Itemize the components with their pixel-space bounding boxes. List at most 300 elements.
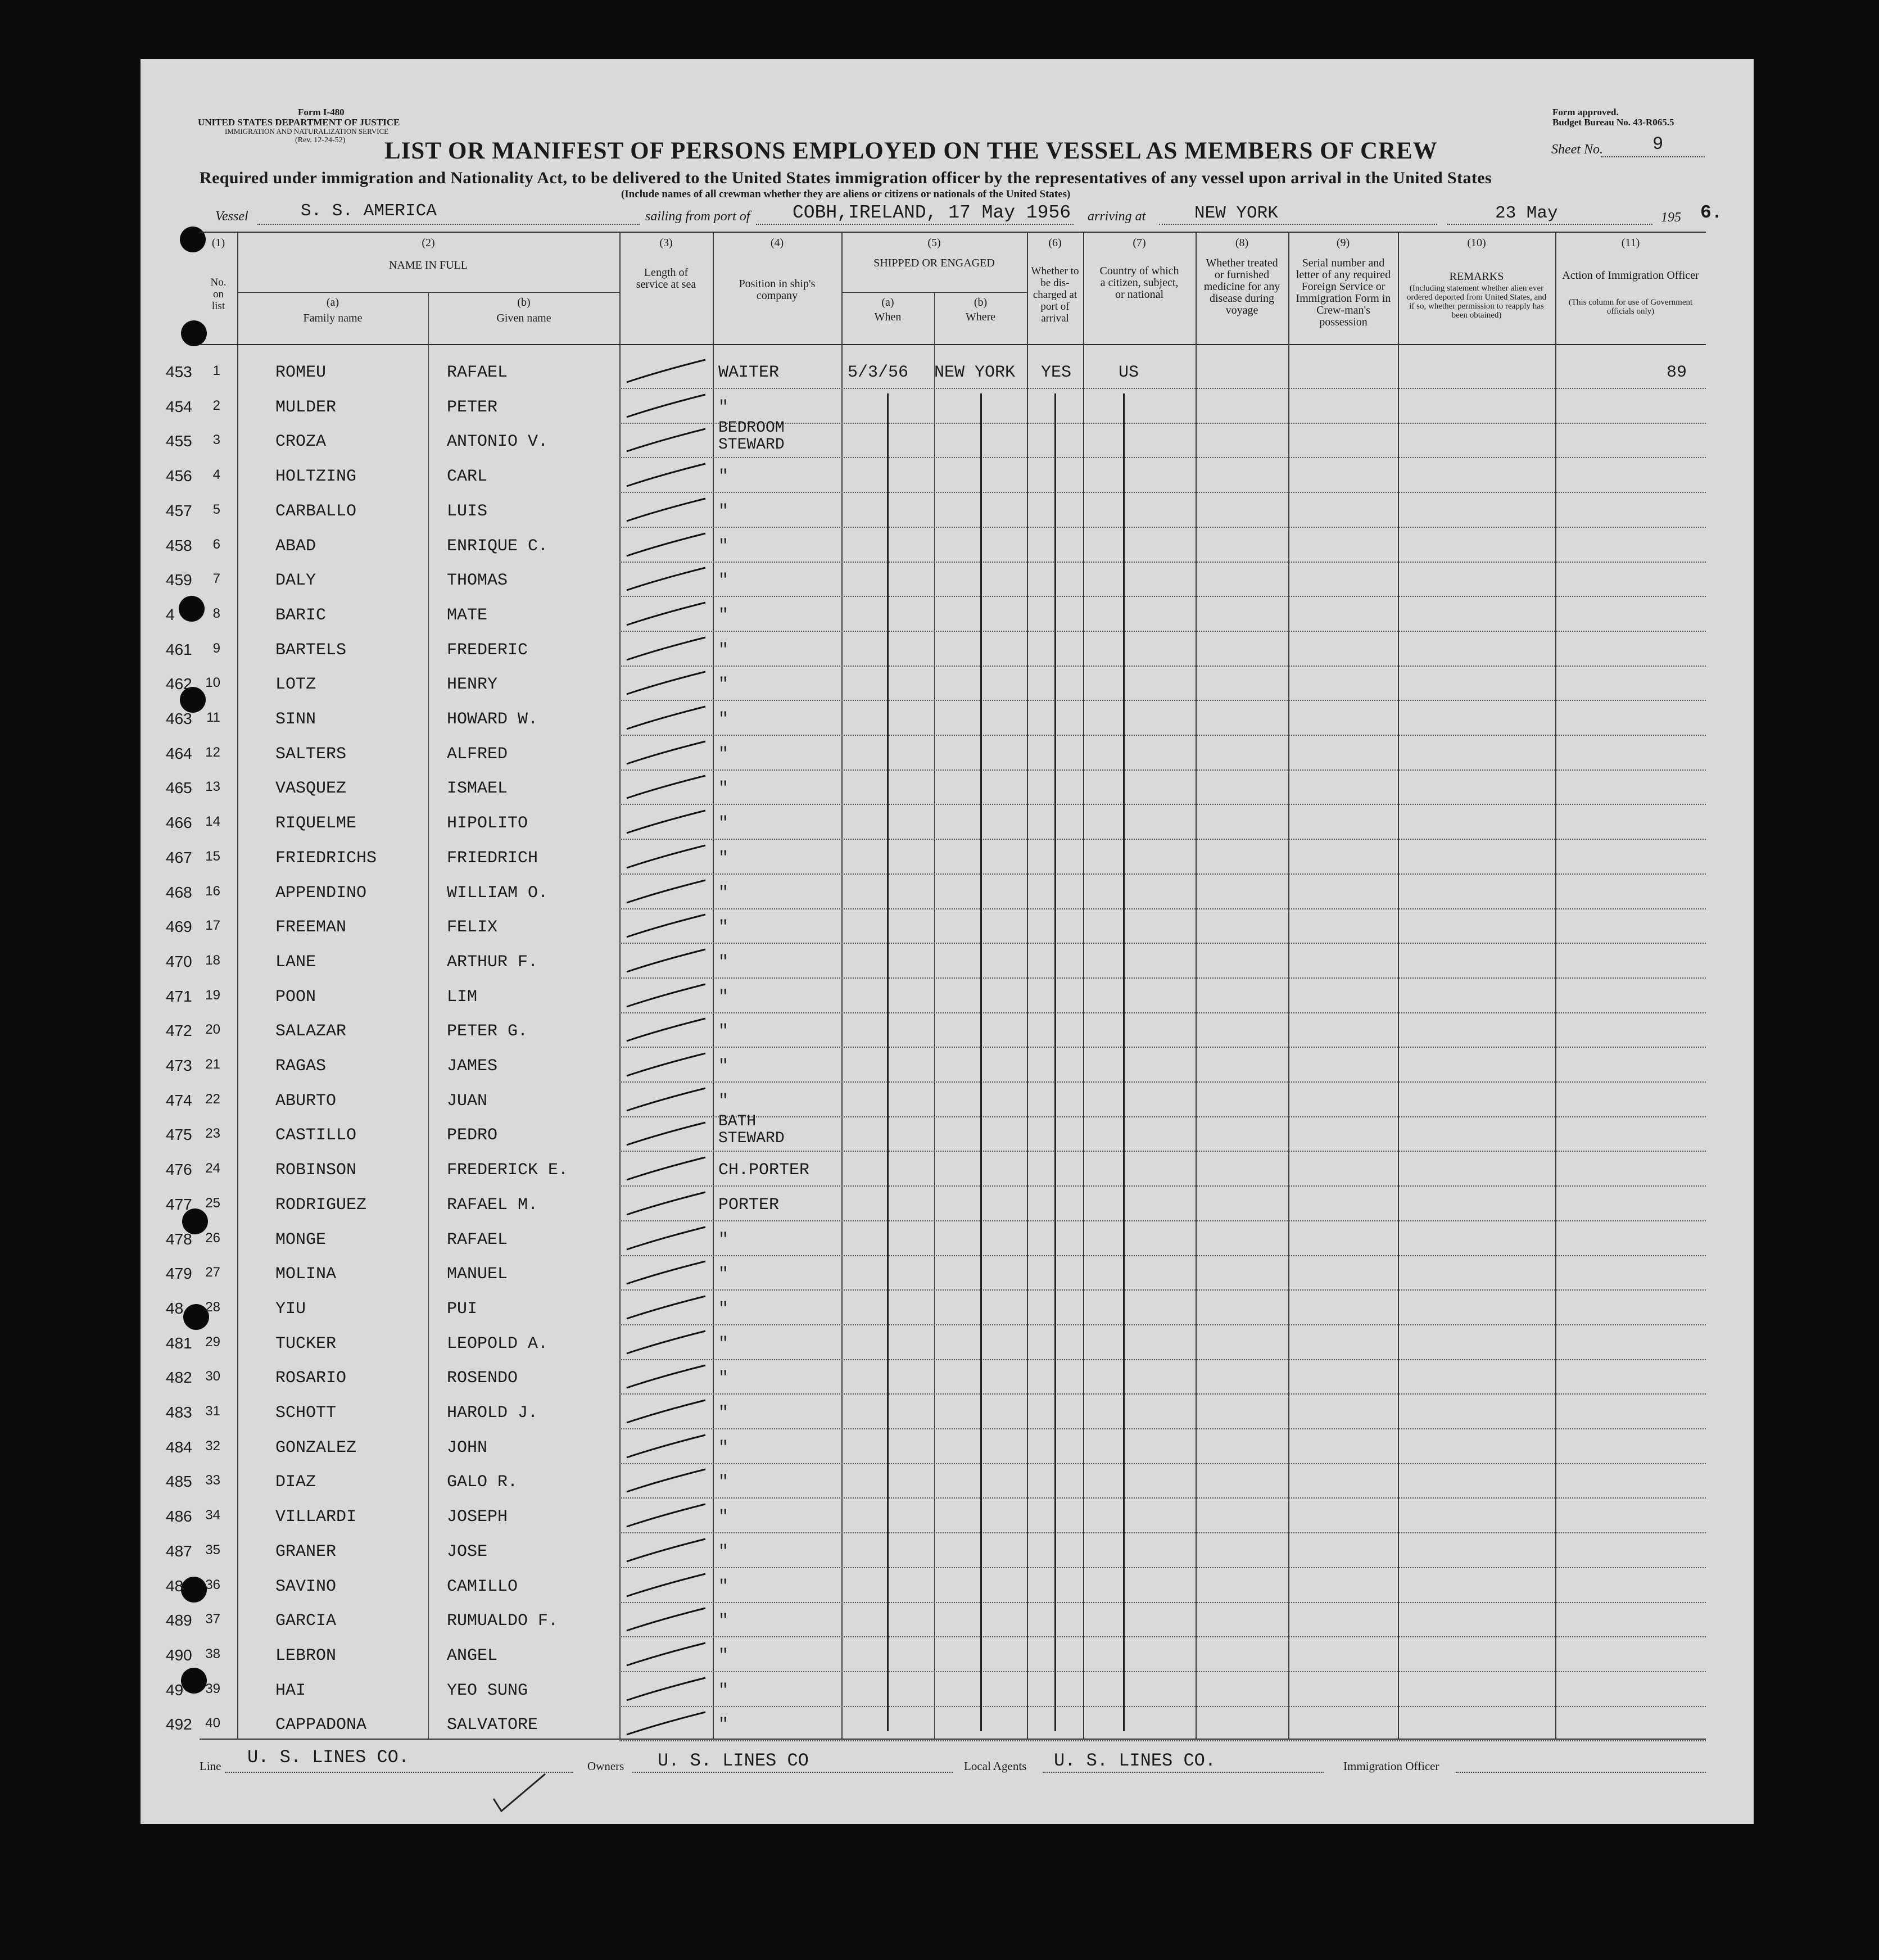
table-row <box>0 1395 1879 1429</box>
service-length-mark <box>621 1499 711 1532</box>
service-length-mark <box>621 1603 711 1636</box>
col9-number: (9) <box>1336 237 1350 249</box>
given-name: MATE <box>447 605 488 625</box>
position: " <box>718 814 729 834</box>
vessel-name: S. S. AMERICA <box>301 201 437 221</box>
row-sequence: 492 <box>166 1715 192 1733</box>
row-number: 19 <box>205 987 220 1003</box>
row-sequence: 462 <box>166 675 192 693</box>
table-row <box>0 562 1879 597</box>
service-length-mark <box>621 354 711 388</box>
sailing-label: sailing from port of <box>645 209 750 224</box>
row-sequence: 487 <box>166 1542 192 1560</box>
given-name: PEDRO <box>447 1126 498 1146</box>
col5a-number: (a) <box>881 296 894 309</box>
page-title: LIST OR MANIFEST OF PERSONS EMPLOYED ON THE VESSEL AS MEMBERS OF CREW <box>384 138 1438 164</box>
agents-value: U. S. LINES CO. <box>1054 1750 1216 1771</box>
position: " <box>718 571 729 591</box>
position: " <box>718 779 729 799</box>
row-sequence: 467 <box>166 848 192 866</box>
position: " <box>718 918 729 938</box>
department-line: UNITED STATES DEPARTMENT OF JUSTICE <box>198 117 400 128</box>
country: US <box>1119 363 1139 382</box>
given-name: MANUEL <box>447 1265 508 1284</box>
position: " <box>718 1438 729 1457</box>
service-length-mark <box>621 1706 711 1740</box>
table-row <box>0 944 1879 979</box>
row-number: 29 <box>205 1334 220 1350</box>
position: " <box>718 952 729 972</box>
family-name: SALAZAR <box>275 1022 347 1042</box>
family-name: POON <box>275 987 316 1007</box>
include-note: (Include names of all crewman whether they are aliens or citizens or nationals of the United States) <box>621 188 1071 200</box>
line-value: U. S. LINES CO. <box>247 1747 410 1768</box>
given-name: RAFAEL M. <box>447 1195 538 1215</box>
table-row <box>0 1187 1879 1221</box>
discharged: YES <box>1041 363 1072 382</box>
row-sequence: 456 <box>166 467 192 485</box>
service-length-mark <box>621 1464 711 1497</box>
service-length-mark <box>621 1360 711 1393</box>
arriving-at: NEW YORK <box>1194 203 1278 223</box>
service-length-mark <box>621 944 711 977</box>
col3-header: Length of service at sea <box>636 266 696 291</box>
given-name: PETER <box>447 397 498 417</box>
service-length-mark <box>621 805 711 839</box>
row-sequence: 476 <box>166 1161 192 1179</box>
table-row <box>0 1637 1879 1672</box>
given-name: PETER G. <box>447 1022 528 1042</box>
position: " <box>718 1334 729 1354</box>
col11-header: Action of Immigration Officer <box>1562 269 1699 282</box>
given-name: ANTONIO V. <box>447 432 549 452</box>
table-row <box>0 458 1879 493</box>
family-name: GONZALEZ <box>275 1438 357 1457</box>
row-number: 20 <box>205 1022 220 1038</box>
row-number: 2 <box>212 397 220 413</box>
row-number: 15 <box>205 848 220 864</box>
position: " <box>718 1404 729 1423</box>
row-sequence: 471 <box>166 987 192 1005</box>
row-number: 17 <box>205 918 220 934</box>
service-length-mark <box>621 979 711 1012</box>
col5b-number: (b) <box>974 296 988 309</box>
row-sequence: 48 <box>166 1577 184 1595</box>
row-sequence: 484 <box>166 1438 192 1456</box>
service-length-mark <box>621 875 711 908</box>
service-length-mark <box>621 1568 711 1602</box>
position: " <box>718 1369 729 1388</box>
row-number: 30 <box>205 1369 220 1384</box>
position: " <box>718 987 729 1007</box>
sailing-from: COBH,IRELAND, 17 May 1956 <box>793 202 1071 223</box>
family-name: FRIEDRICHS <box>275 848 377 868</box>
given-name: ANGEL <box>447 1646 498 1665</box>
given-name: YEO SUNG <box>447 1681 528 1700</box>
row-sequence: 482 <box>166 1369 192 1387</box>
year-prefix: 195 <box>1661 210 1681 225</box>
col7-number: (7) <box>1133 237 1146 249</box>
shipped-when: 5/3/56 <box>848 363 909 382</box>
position: " <box>718 501 729 521</box>
family-name: GRANER <box>275 1542 337 1561</box>
table-row <box>0 1464 1879 1499</box>
col7-header: Country of which a citizen, subject, or national <box>1099 265 1179 301</box>
family-name: ABAD <box>275 536 316 556</box>
table-row <box>0 805 1879 840</box>
given-name: HENRY <box>447 675 498 695</box>
row-sequence: 475 <box>166 1126 192 1144</box>
row-sequence: 459 <box>166 571 192 589</box>
given-name: GALO R. <box>447 1473 518 1492</box>
check-mark-icon <box>489 1771 551 1816</box>
vessel-label: Vessel <box>215 209 248 224</box>
table-row <box>0 632 1879 667</box>
family-name: RAGAS <box>275 1057 327 1076</box>
row-sequence: 458 <box>166 536 192 554</box>
position: " <box>718 1612 729 1631</box>
family-name: ABURTO <box>275 1091 337 1111</box>
given-name: JUAN <box>447 1091 488 1111</box>
given-name: CARL <box>447 467 488 487</box>
position: " <box>718 710 729 729</box>
given-name: RAFAEL <box>447 1230 508 1250</box>
col2b-header: Given name <box>496 312 551 324</box>
row-sequence: 470 <box>166 952 192 970</box>
given-name: LUIS <box>447 501 488 521</box>
position: " <box>718 536 729 556</box>
given-name: WILLIAM O. <box>447 883 549 903</box>
position: " <box>718 883 729 903</box>
col2a-number: (a) <box>326 296 339 309</box>
given-name: HAROLD J. <box>447 1404 538 1423</box>
row-sequence: 48 <box>166 1299 184 1317</box>
position: " <box>718 1265 729 1284</box>
service-length-mark <box>621 389 711 423</box>
table-row <box>0 419 1879 458</box>
officer-label: Immigration Officer <box>1343 1759 1439 1773</box>
position: " <box>718 1057 729 1076</box>
family-name: RODRIGUEZ <box>275 1195 367 1215</box>
row-number: 11 <box>206 710 220 725</box>
table-row <box>0 1256 1879 1291</box>
service-length-mark <box>621 1221 711 1255</box>
row-sequence: 457 <box>166 501 192 519</box>
position: " <box>718 1715 729 1735</box>
row-sequence: 468 <box>166 883 192 901</box>
table-row <box>0 389 1879 424</box>
family-name: SINN <box>275 710 316 729</box>
arriving-label: arriving at <box>1088 209 1146 224</box>
sheet-number: 9 <box>1652 134 1664 155</box>
family-name: VILLARDI <box>275 1508 357 1527</box>
row-sequence: 4 <box>166 605 175 623</box>
col10-header: REMARKS <box>1449 270 1504 283</box>
position: " <box>718 640 729 660</box>
table-row <box>0 979 1879 1013</box>
table-row <box>0 1221 1879 1256</box>
row-number: 22 <box>205 1091 220 1107</box>
position: " <box>718 1646 729 1665</box>
position: " <box>718 1473 729 1492</box>
row-sequence: 474 <box>166 1091 192 1109</box>
shipped-where: NEW YORK <box>934 363 1016 382</box>
position: " <box>718 1022 729 1042</box>
family-name: MOLINA <box>275 1265 337 1284</box>
service-length-mark <box>621 1083 711 1116</box>
col2-header: NAME IN FULL <box>389 259 468 271</box>
row-number: 25 <box>205 1195 220 1211</box>
row-number: 18 <box>205 952 220 968</box>
row-sequence: 453 <box>166 363 192 381</box>
year-suffix: 6. <box>1700 202 1723 223</box>
service-length-mark <box>621 528 711 562</box>
position: BEDROOM STEWARD <box>718 419 785 454</box>
row-number: 36 <box>205 1577 220 1592</box>
row-sequence: 473 <box>166 1057 192 1074</box>
row-sequence: 486 <box>166 1508 192 1526</box>
given-name: ALFRED <box>447 744 508 764</box>
row-number: 24 <box>205 1161 220 1176</box>
given-name: JOSEPH <box>447 1508 508 1527</box>
family-name: ROSARIO <box>275 1369 347 1388</box>
col11-subheader: (This column for use of Government officials only) <box>1568 298 1693 316</box>
service-length-mark <box>621 493 711 527</box>
table-row <box>0 875 1879 909</box>
table-row <box>0 1533 1879 1568</box>
given-name: JAMES <box>447 1057 498 1076</box>
family-name: SCHOTT <box>275 1404 337 1423</box>
position: " <box>718 467 729 487</box>
owners-value: U. S. LINES CO <box>658 1750 809 1771</box>
row-sequence: 489 <box>166 1612 192 1629</box>
col10-subheader: (Including statement whether alien ever ordered deported from United States, and if so, whether permission to reapply has been obtained) <box>1406 284 1547 320</box>
given-name: FREDERIC <box>447 640 528 660</box>
given-name: HIPOLITO <box>447 814 528 834</box>
row-sequence: 479 <box>166 1265 192 1283</box>
col5b-header: Where <box>965 311 996 323</box>
position: BATH STEWARD <box>718 1113 785 1148</box>
family-name: CARBALLO <box>275 501 357 521</box>
table-row <box>0 354 1879 389</box>
row-sequence: 455 <box>166 432 192 450</box>
row-number: 1 <box>212 363 220 378</box>
given-name: JOSE <box>447 1542 488 1561</box>
position: " <box>718 744 729 764</box>
sheet-label: Sheet No. <box>1551 142 1603 157</box>
row-number: 38 <box>205 1646 220 1662</box>
service-length-mark <box>621 458 711 492</box>
service-length-mark <box>621 597 711 631</box>
given-name: ARTHUR F. <box>447 952 538 972</box>
given-name: LIM <box>447 987 478 1007</box>
row-number: 35 <box>205 1542 220 1558</box>
service-length-mark <box>621 1048 711 1081</box>
family-name: YIU <box>275 1299 306 1319</box>
given-name: SALVATORE <box>447 1715 538 1735</box>
position: " <box>718 848 729 868</box>
row-number: 13 <box>205 779 220 795</box>
table-row <box>0 736 1879 771</box>
table-row <box>0 1291 1879 1325</box>
agents-label: Local Agents <box>964 1759 1027 1773</box>
position: " <box>718 675 729 695</box>
col2b-number: (b) <box>517 296 531 309</box>
family-name: CASTILLO <box>275 1126 357 1146</box>
row-sequence: 454 <box>166 397 192 415</box>
row-sequence: 465 <box>166 779 192 797</box>
given-name: HOWARD W. <box>447 710 538 729</box>
service-length-mark <box>621 1395 711 1428</box>
form-approved: Form approved. <box>1552 107 1619 117</box>
table-row <box>0 1152 1879 1187</box>
col8-header: Whether treated or furnished medicine for any disease during voyage <box>1203 257 1280 316</box>
service-length-mark <box>621 1187 711 1220</box>
family-name: RIQUELME <box>275 814 357 834</box>
row-sequence: 483 <box>166 1404 192 1421</box>
table-row <box>0 1048 1879 1083</box>
family-name: MONGE <box>275 1230 327 1250</box>
service-length-mark <box>621 1325 711 1359</box>
table-row <box>0 1360 1879 1395</box>
service-length-mark <box>621 1013 711 1047</box>
position: " <box>718 1091 729 1111</box>
table-row <box>0 1325 1879 1360</box>
family-name: DIAZ <box>275 1473 316 1492</box>
family-name: LOTZ <box>275 675 316 695</box>
col6-header: Whether to be dis-charged at port of arrival <box>1031 265 1079 324</box>
punch-hole <box>181 320 207 346</box>
row-sequence: 490 <box>166 1646 192 1664</box>
required-notice: Required under immigration and Nationality Act, to be delivered to the United States immigration officer by the representatives of any vessel upon arrival in the United States <box>200 169 1492 187</box>
given-name: FELIX <box>447 918 498 938</box>
given-name: FRIEDRICH <box>447 848 538 868</box>
col6-number: (6) <box>1048 237 1062 249</box>
table-row <box>0 701 1879 736</box>
row-number: 39 <box>205 1681 220 1696</box>
position: WAITER <box>718 363 780 382</box>
row-sequence: 461 <box>166 640 192 658</box>
row-sequence: 49 <box>166 1681 184 1699</box>
table-row <box>0 1568 1879 1603</box>
family-name: BARTELS <box>275 640 347 660</box>
col11-number: (11) <box>1621 237 1640 249</box>
position: " <box>718 1681 729 1700</box>
service-length-mark <box>621 423 711 457</box>
row-number: 8 <box>212 605 220 621</box>
service-length-mark <box>621 562 711 596</box>
row-number: 40 <box>205 1715 220 1731</box>
row-number: 31 <box>205 1404 220 1419</box>
family-name: VASQUEZ <box>275 779 347 799</box>
table-row <box>0 1603 1879 1637</box>
col5a-header: When <box>874 311 902 323</box>
family-name: DALY <box>275 571 316 591</box>
service-length-mark <box>621 1291 711 1324</box>
row-number: 34 <box>205 1508 220 1523</box>
family-name: FREEMAN <box>275 918 347 938</box>
service-length-mark <box>621 666 711 700</box>
family-name: TUCKER <box>275 1334 337 1354</box>
family-name: HOLTZING <box>275 467 357 487</box>
family-name: HAI <box>275 1681 306 1700</box>
service-line: IMMIGRATION AND NATURALIZATION SERVICE <box>225 127 389 135</box>
service-length-mark <box>621 1256 711 1289</box>
col8-number: (8) <box>1235 237 1249 249</box>
family-name: CAPPADONA <box>275 1715 367 1735</box>
position: " <box>718 397 729 417</box>
form-number: Form I-480 <box>298 107 345 117</box>
given-name: LEOPOLD A. <box>447 1334 549 1354</box>
table-row <box>0 1499 1879 1533</box>
officer-action: 89 <box>1667 363 1687 382</box>
family-name: LANE <box>275 952 316 972</box>
position: " <box>718 605 729 625</box>
given-name: RUMUALDO F. <box>447 1612 559 1631</box>
table-row <box>0 666 1879 701</box>
row-number: 21 <box>205 1057 220 1072</box>
col4-number: (4) <box>770 237 784 249</box>
given-name: RAFAEL <box>447 363 508 382</box>
family-name: ROMEU <box>275 363 327 382</box>
col1-header: No. on list <box>210 277 227 312</box>
service-length-mark <box>621 736 711 769</box>
row-number: 23 <box>205 1126 220 1142</box>
row-number: 9 <box>212 640 220 656</box>
service-length-mark <box>621 909 711 943</box>
given-name: FREDERICK E. <box>447 1161 569 1180</box>
family-name: LEBRON <box>275 1646 337 1665</box>
table-row <box>0 1706 1879 1741</box>
row-sequence: 464 <box>166 744 192 762</box>
given-name: PUI <box>447 1299 478 1319</box>
line-label: Line <box>200 1759 221 1773</box>
col1-number: (1) <box>211 237 225 249</box>
family-name: CROZA <box>275 432 327 452</box>
row-number: 12 <box>205 744 220 760</box>
table-row <box>0 1013 1879 1048</box>
service-length-mark <box>621 701 711 735</box>
position: CH.PORTER <box>718 1161 810 1180</box>
service-length-mark <box>621 1117 711 1151</box>
given-name: ISMAEL <box>447 779 508 799</box>
given-name: CAMILLO <box>447 1577 518 1596</box>
service-length-mark <box>621 1152 711 1185</box>
row-number: 16 <box>205 883 220 899</box>
position: " <box>718 1508 729 1527</box>
row-sequence: 466 <box>166 814 192 832</box>
arrival-date: 23 May <box>1495 203 1558 223</box>
revision-line: (Rev. 12-24-52) <box>295 136 346 144</box>
col3-number: (3) <box>659 237 673 249</box>
row-number: 7 <box>212 571 220 587</box>
given-name: JOHN <box>447 1438 488 1457</box>
row-number: 14 <box>205 814 220 830</box>
position: " <box>718 1299 729 1319</box>
given-name: THOMAS <box>447 571 508 591</box>
table-row <box>0 1672 1879 1707</box>
service-length-mark <box>621 632 711 666</box>
table-row <box>0 1113 1879 1152</box>
row-number: 37 <box>205 1612 220 1627</box>
row-number: 4 <box>212 467 220 483</box>
table-row <box>0 493 1879 528</box>
col2-number: (2) <box>422 237 435 249</box>
col10-number: (10) <box>1467 237 1486 249</box>
family-name: SALTERS <box>275 744 347 764</box>
service-length-mark <box>621 1637 711 1671</box>
family-name: BARIC <box>275 605 327 625</box>
